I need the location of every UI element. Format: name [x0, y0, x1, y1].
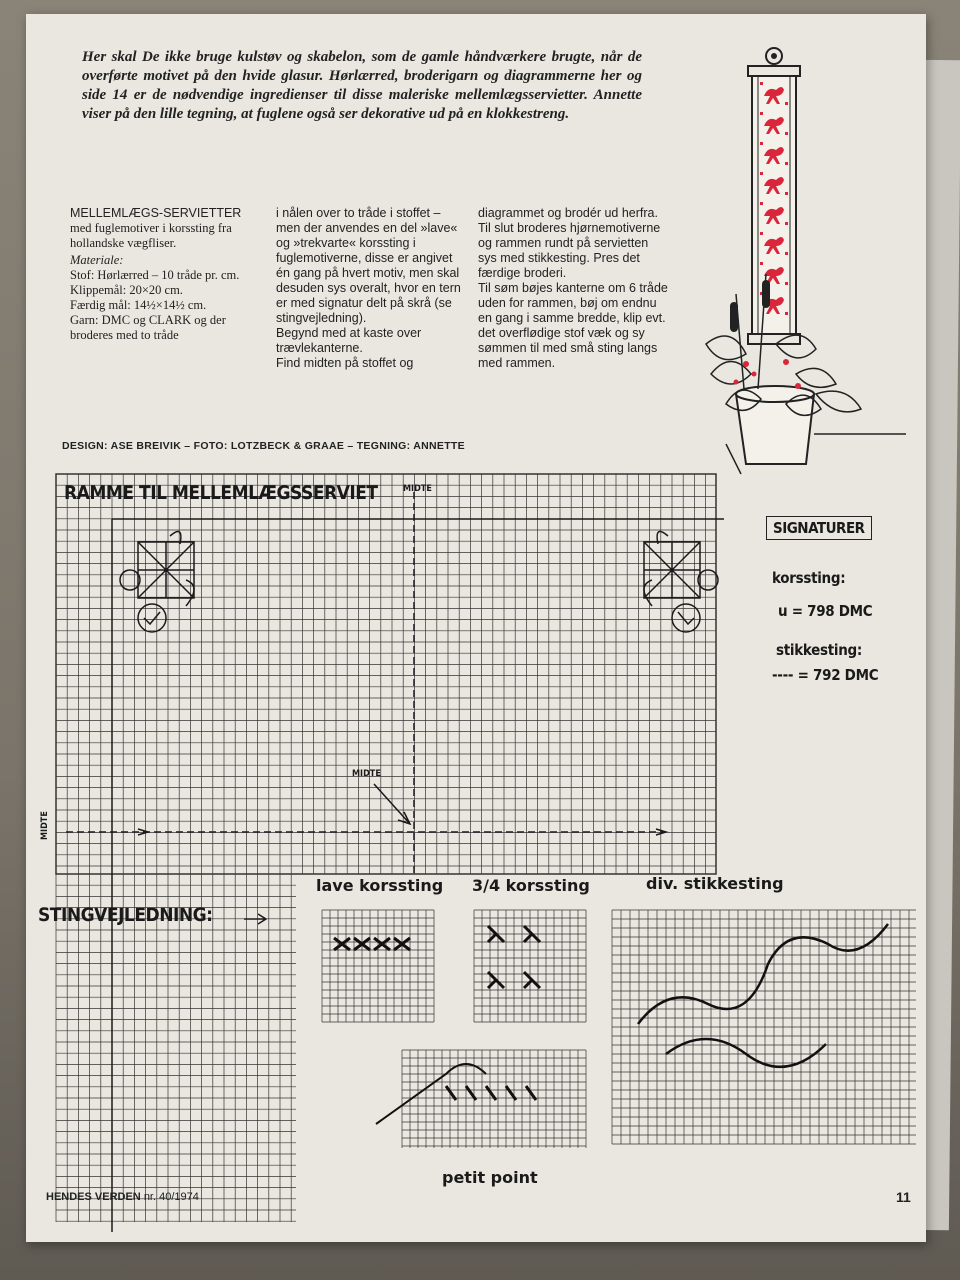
- korssting-label: korssting:: [772, 569, 846, 587]
- footer-magazine: [46, 1191, 199, 1203]
- motif-cross: [644, 542, 700, 598]
- cut-size: Klippemål: 20×20 cm.: [70, 283, 183, 297]
- midte-label-left: MIDTE: [40, 811, 50, 840]
- motif-swirl: [144, 612, 160, 624]
- column-3-text-b: Til søm bøjes kanterne om 6 tråde uden for rammen, bøj om endnu en gang i samme bredde, klip evt. det overflødige stof væk og sy sømmen til med små sting langs med rammen.: [478, 281, 668, 370]
- credit-line: DESIGN: ASE BREIVIK – FOTO: LOTZBECK & GRAAE – TEGNING: ANNETTE: [62, 440, 465, 452]
- midte-label-top: MIDTE: [403, 484, 432, 494]
- column-3-text: diagrammet og brodér ud herfra. Til slut broderes hjørnemotiverne og rammen rundt på servietten sys med stikkesting. Pres det færdige broderi.: [478, 206, 661, 280]
- yarn-spec: Garn: DMC og CLARK og der broderes med to tråde: [70, 313, 226, 342]
- stikkesting-label: stikkesting:: [776, 641, 862, 659]
- stikkesting-code: ---- = 792 DMC: [772, 666, 879, 684]
- finished-size: Færdig mål: 14½×14½ cm.: [70, 298, 207, 312]
- frame-grid-border: [56, 474, 716, 874]
- fabric-spec: Stof: Hørlærred – 10 tråde pr. cm.: [70, 268, 240, 282]
- column-2-text: i nålen over to tråde i stoffet – men der anvendes en del »lave« og »trekvarte« korssting i fuglemotiverne, disse er angivet én gang på hvert motiv, men skal desuden sys overalt, hvor en tern er med signatur delt på skrå (se stingvejledning).: [276, 206, 461, 325]
- issue-number: nr. 40/1974: [143, 1191, 199, 1203]
- petit-point-label: petit point: [442, 1168, 538, 1187]
- lave-korssting-label: lave korssting: [316, 876, 444, 895]
- frame-title: RAMME TIL MELLEMLÆGSSERVIET: [64, 482, 378, 504]
- stitch-guide-title: STINGVEJLEDNING:: [38, 904, 213, 926]
- column-2-text-b: Begynd med at kaste over trævlekanterne.: [276, 326, 422, 355]
- stikkesting-label-guide: div. stikkesting: [646, 874, 784, 893]
- trekvart-korssting-label: 3/4 korssting: [472, 876, 590, 895]
- magazine-page: [26, 14, 926, 1242]
- signatures-box: SIGNATURER: [766, 516, 872, 540]
- magazine-name: HENDES VERDEN: [46, 1191, 141, 1203]
- corner-motif: [644, 532, 718, 633]
- cross-stitch-grid: [26, 14, 926, 1242]
- korssting-code: u = 798 DMC: [778, 602, 873, 620]
- page-number: 11: [896, 1189, 911, 1205]
- midte-label-center: MIDTE: [352, 769, 381, 779]
- motif-swirl: [678, 612, 694, 624]
- motif-swirl: [698, 570, 718, 590]
- article-heading: MELLEMLÆGS-SERVIETTER: [70, 206, 242, 220]
- article-subheading: med fuglemotiver i korssting fra hollandske vægfliser.: [70, 221, 232, 250]
- guide-arrow: [244, 914, 266, 924]
- intro-paragraph: Her skal De ikke bruge kulstøv og skabelon, som de gamle håndværkere brugte, når de overførte motivet på den hvide glasur. Hørlærred, broderigarn og diagrammerne her og side 14 er de nødvendige ingredienser til disse maleriske mellemlægsservietter. Annette viser på den lille tegning, at fuglene også ser dekorative ud på en klokkestreng.: [82, 49, 642, 122]
- column-2-text-c: Find midten på stoffet og: [276, 356, 414, 370]
- motif-cross: [138, 542, 194, 598]
- materials-heading: Materiale:: [70, 253, 124, 267]
